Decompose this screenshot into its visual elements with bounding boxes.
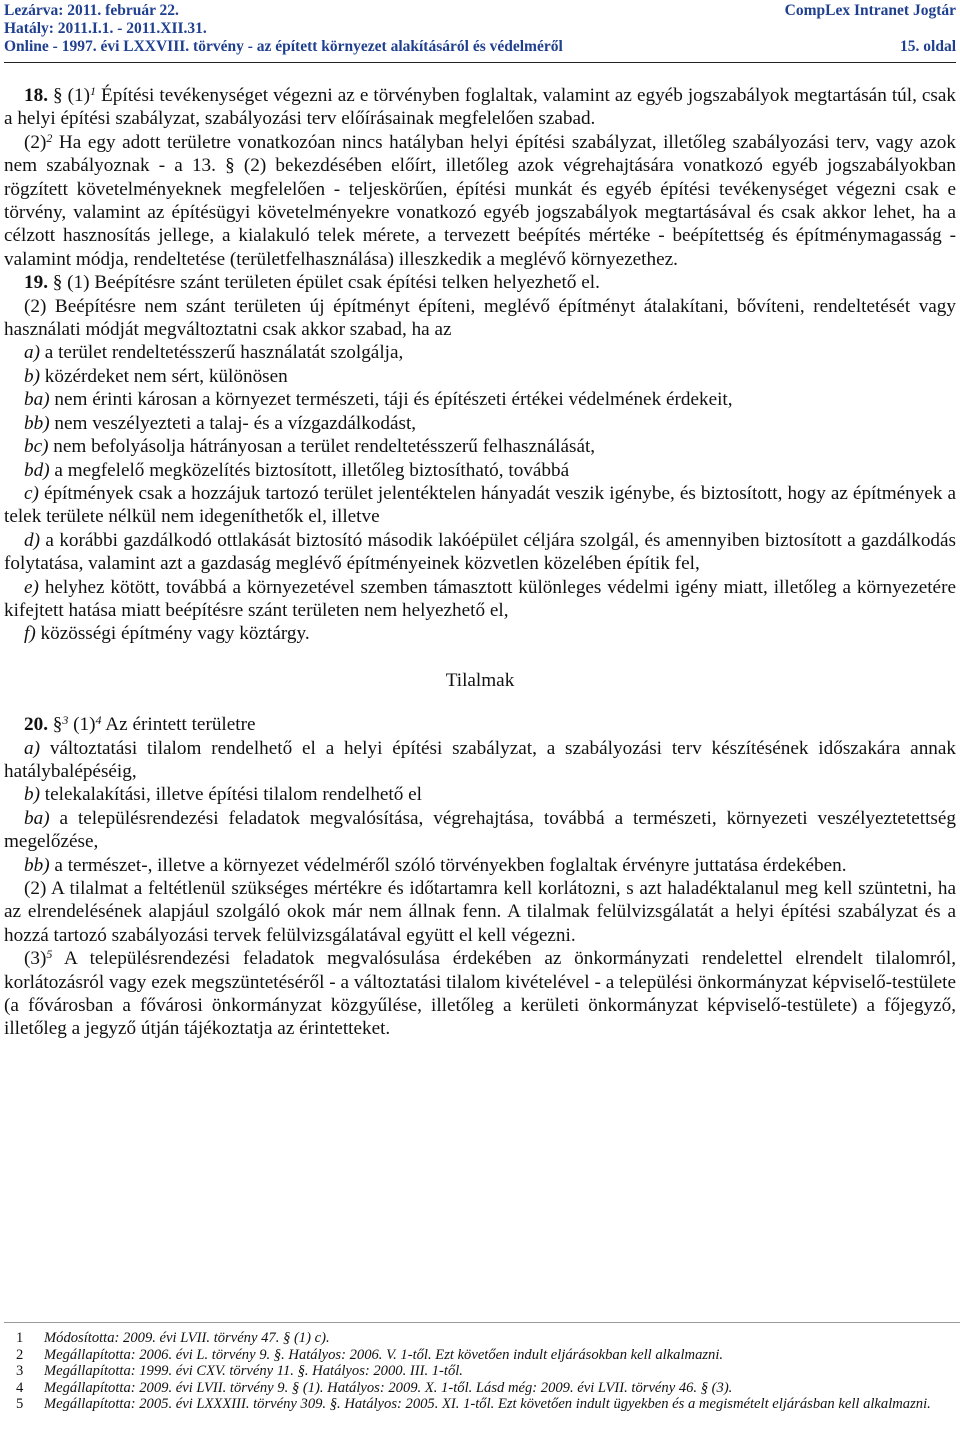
list-item: b) közérdeket nem sért, különösen	[24, 365, 288, 387]
footnote-ref[interactable]: 4	[95, 713, 102, 728]
validity-period: Hatály: 2011.I.1. - 2011.XII.31.	[4, 20, 207, 37]
footnote-ref[interactable]: 1	[90, 84, 97, 98]
section-19-paragraph-1: 19. § (1) Beépítésre szánt területen épület csak építési telken helyezhető el.	[24, 272, 600, 294]
list-item: bb) nem veszélyezteti a talaj- és a vízgazdálkodást,	[24, 412, 417, 434]
page-header	[4, 2, 956, 56]
header-divider	[4, 62, 956, 63]
list-item: bd) a megfelelő megközelítés biztosított, illetőleg biztosítható, továbbá	[24, 459, 570, 481]
publisher-name: CompLex Intranet Jogtár	[784, 2, 956, 19]
list-item: f) közösségi építmény vagy köztárgy.	[24, 623, 310, 645]
footnote: 2 Megállapította: 2006. évi L. törvény 9. §. Hatályos: 2006. V. 1-től. Ezt követően indult eljárásokban kell alkalmazni.	[16, 1346, 724, 1363]
closed-date: Lezárva: 2011. február 22.	[4, 2, 179, 19]
section-number: 19.	[24, 272, 48, 294]
list-item: bc) nem befolyásolja hátrányosan a terület rendeltetésszerű felhasználását,	[24, 436, 596, 458]
list-item: c) építmények csak a hozzájuk tartozó terület jelentéktelen hányadát veszik igénybe, és biztosított, hogy az építmények a telek területe nélkül nem idegeníthetők el, illetve	[4, 482, 956, 528]
list-item: b) telekalakítási, illetve építési tilalom rendelhető el	[24, 784, 423, 806]
list-item: bb) a természet-, illetve a környezet védelméről szóló törvényekben foglaltak érvényre juttatása érdekében.	[24, 854, 847, 876]
section-18-paragraph-2: $(2)^2$ Ha egy adott területre vonatkozóan nincs hatályban helyi építési szabályzat, illetőleg szabályozási terv, vagy azok nem szabályoznak - a 13. § (2) bekezdésében előírt, illetőleg azok végrehajtására vonatkozó egyéb jogszabályokban rögzített követelményeknek megfelelően - teljeskörűen, építési munkát és egyéb építési tevékenységet végezni csak e törvény, valamint az építésügyi követelményekre vonatkozó egyéb jogszabályok megtartásával és csak akkor lehet, ha a célzott hasznosítás jellege, a kialakuló telek mérete, a tervezett beépítés mértéke - beépítettség és építménymagasság - valamint módja, rendeltetése (területfelhasználása) illeszkedik a meglévő környezethez.	[4, 130, 956, 270]
section-number: 18.	[24, 85, 48, 106]
section-19-paragraph-2: (2) Beépítésre nem szánt területen új építményt építeni, meglévő építményt átalakítani, bővíteni, rendeltetését vagy használati módját megváltoztatni csak akkor szabad, ha az	[4, 295, 956, 341]
section-20-list	[4, 737, 956, 877]
footnote: 5 Megállapította: 2005. évi LXXXIII. törvény 309. §. Hatályos: 2005. XI. 1-től. Ezt követően indult ügyekben és a megismételt eljárásban kell alkalmazni.	[16, 1396, 931, 1413]
list-item: a) változtatási tilalom rendelhető el a helyi építési szabályzat, a szabályozási terv készítésének időszakára annak hatálybalépéséig,	[4, 737, 956, 782]
footnote-ref[interactable]: 2	[46, 130, 53, 145]
list-item: d) a korábbi gazdálkodó ottlakását biztosító második lakóépület céljára szolgál, és amennyiben biztosított a gazdálkodás folytatása, valamint azt a gazdaság meglévő építményeinek közvetlen közelében építik fel,	[4, 529, 956, 575]
section-number: 20.	[24, 714, 48, 736]
page-number: 15. oldal	[900, 38, 956, 55]
section-20-paragraph-1: 20. §$^3$ $(1)^4$ Az érintett területre	[24, 713, 256, 736]
footnote-ref[interactable]: 5	[46, 947, 53, 962]
footnote: 1 Módosította: 2009. évi LVII. törvény 47. § (1) c).	[16, 1330, 330, 1346]
section-18-paragraph-1: 18. § $(1)^1$ Építési tevékenységet végezni az e törvényben foglaltak, valamint az egyéb jogszabályok megtartásán túl, csak a helyi építési szabályzat, szabályozási terv előírásainak megfelelően szabad.	[4, 84, 956, 130]
list-item: e) helyhez kötött, továbbá a környezetével szemben támasztott különleges védelmi igény miatt, illetőleg a környezetére kifejtett hatása miatt beépítésre szánt területen nem helyezhető el,	[4, 576, 956, 621]
footnotes	[4, 1330, 956, 1413]
document-title: Online - 1997. évi LXXVIII. törvény - az épített környezet alakításáról és védelméről	[4, 38, 563, 55]
list-item: ba) a településrendezési feladatok megvalósítása, végrehajtása, továbbá a természeti, környezeti veszélyeztetettség megelőzése,	[4, 807, 956, 853]
section-20-paragraph-3: $(3)^5$ A településrendezési feladatok megvalósulása érdekében az önkormányzati rendelettel elrendelt tilalomról, korlátozásról vagy ezek megszüntetéséről - a változtatási tilalom kivételével - a települési önkormányzat képviselő-testülete (a fővárosban a fővárosi önkormányzat közgyűlése, illetőleg a kerületi önkormányzat képviselő-testülete) a főjegyző, illetőleg a jegyző útján tájékoztatja az érintetteket.	[4, 947, 956, 1040]
section-20-paragraph-2: (2) A tilalmat a feltétlenül szükséges mértékre és időtartamra kell korlátozni, s azt haladéktalanul meg kell szüntetni, ha az elrendelésének alapjául szolgáló okok már nem állnak fenn. A tilalmak felülvizsgálatát a helyi építési szabályzat és a hozzá tartozó szabályozási tervek felülvizsgálatával együtt el kell végezni.	[4, 878, 956, 946]
footnote-ref[interactable]: 3	[62, 713, 69, 728]
footnote: 3 Megállapította: 1999. évi CXV. törvény 11. §. Hatályos: 2000. III. 1-től.	[16, 1363, 463, 1380]
list-item: ba) nem érinti károsan a környezet természeti, táji és építészeti értékei védelmének érdekeit,	[24, 389, 733, 411]
footnote-divider	[4, 1322, 960, 1323]
footnote: 4 Megállapította: 2009. évi LVII. törvény 9. § (1). Hatályos: 2009. X. 1-től. Lásd még: 2009. évi LVII. törvény 46. § (3).	[16, 1379, 733, 1396]
document-body	[4, 84, 956, 1041]
section-19-list	[4, 341, 956, 645]
list-item: a) a terület rendeltetésszerű használatát szolgálja,	[24, 342, 404, 364]
section-heading: Tilalmak	[445, 669, 515, 691]
